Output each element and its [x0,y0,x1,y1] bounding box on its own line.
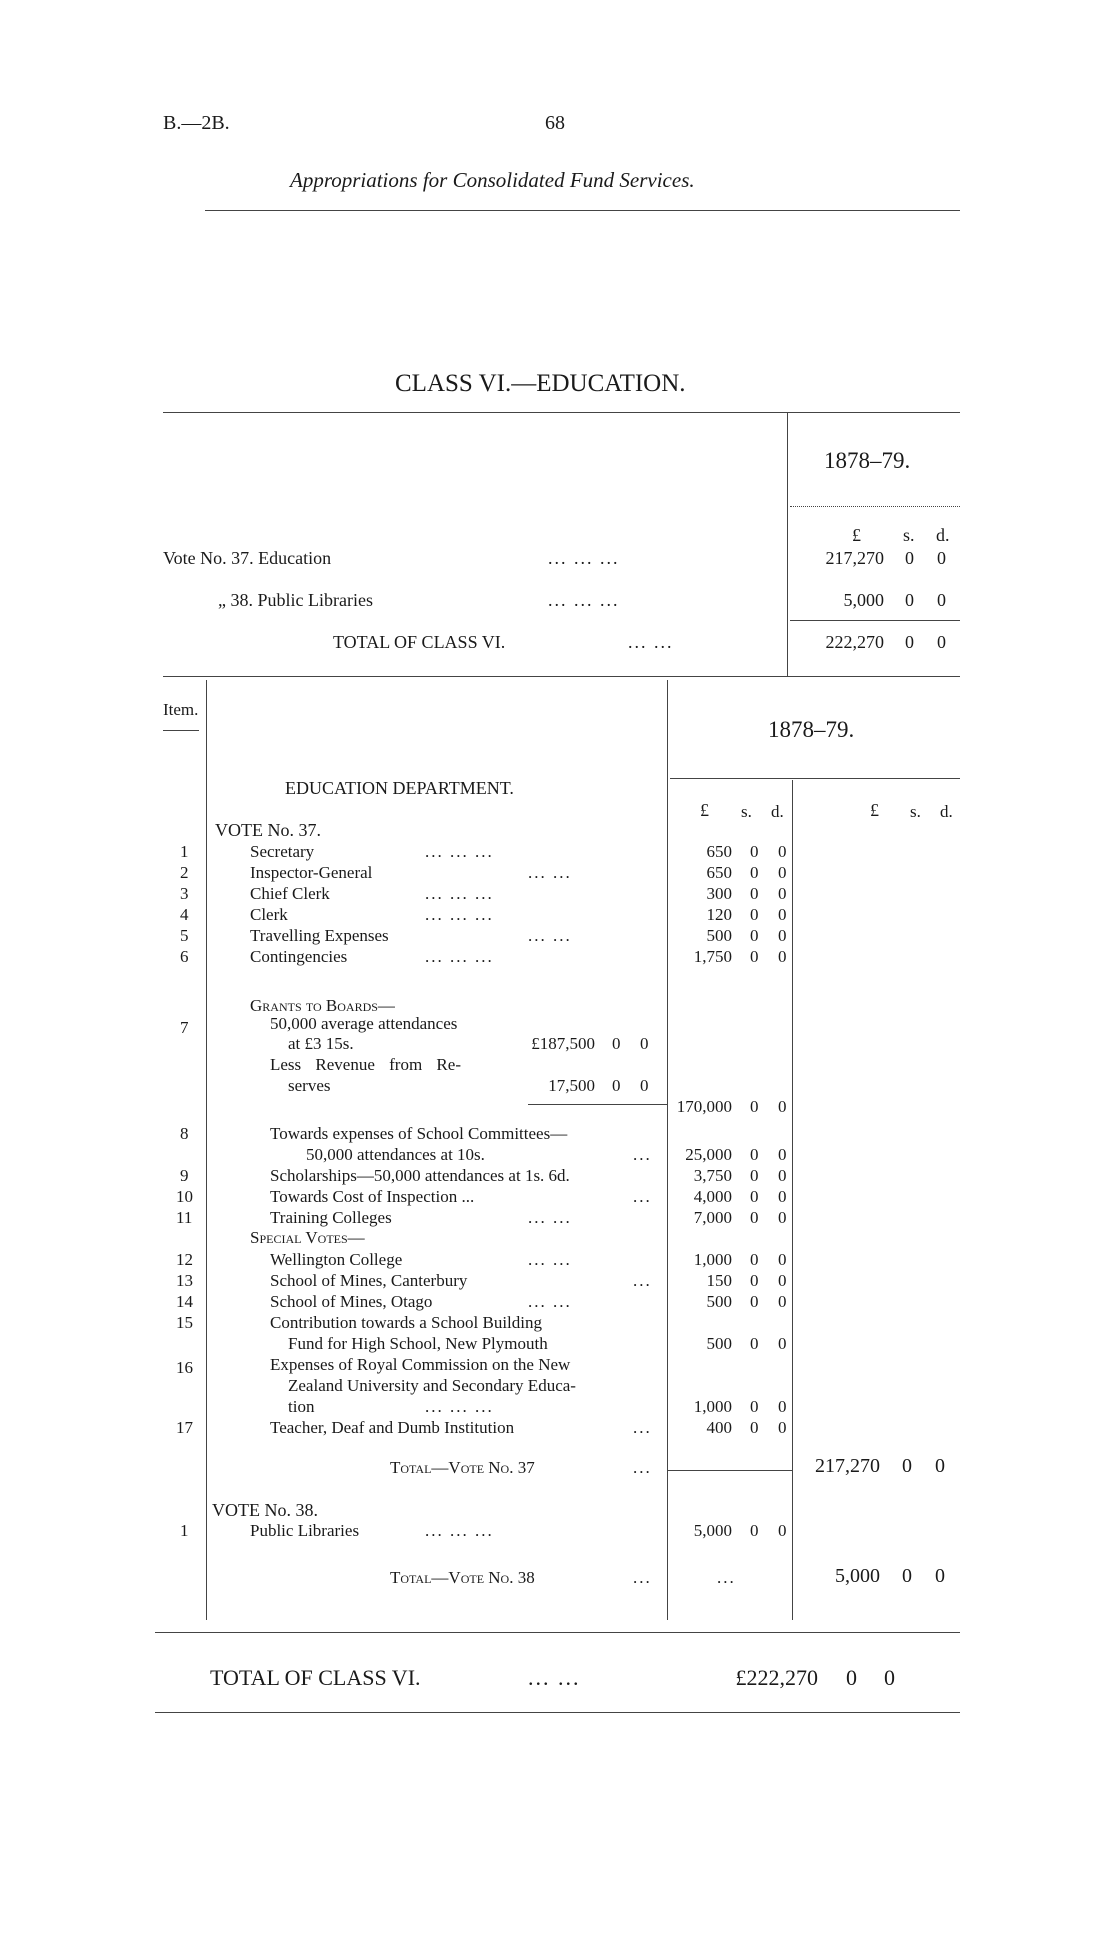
grants-line3: Less Revenue from Re- [270,1055,461,1074]
leader-dots: ... [633,1568,652,1587]
item-number: 4 [180,905,189,924]
item-number: 2 [180,863,189,882]
leader-dots: ... [633,1187,652,1206]
item-label: Contribution towards a School Building [270,1313,542,1332]
total-label: Total—Vote No. 37 [390,1458,535,1477]
amount-col-divider [792,780,793,1620]
amount-d: 0 [778,1397,787,1416]
summary-label: TOTAL OF CLASS VI. [333,632,506,652]
leader-dots: ... [633,1458,652,1477]
leader-dots: ... ... [528,863,572,882]
item-number: 14 [176,1292,193,1311]
col-d-total: d. [940,802,953,821]
item-number: 13 [176,1271,193,1290]
amount-s: 0 [750,1397,759,1416]
leader-dots: ... ... ... [425,1397,494,1416]
item-number: 3 [180,884,189,903]
header-rule [205,210,960,211]
page-subtitle: Appropriations for Consolidated Fund Services. [290,168,695,192]
amount-d: 0 [778,947,787,966]
amount-d: 0 [778,1271,787,1290]
summary-total-rule [790,620,960,621]
amount-pounds: 500 [706,1334,732,1353]
grants-gross-s: 0 [612,1034,621,1053]
amount-pounds: 1,000 [693,1397,732,1416]
item-label-cont: Zealand University and Secondary Educa- [288,1376,576,1395]
item-number: 6 [180,947,189,966]
summary-bottom-rule [163,676,960,677]
item-number: 11 [176,1208,193,1227]
item-label: Towards expenses of School Committees— [270,1124,568,1143]
item-number: 17 [176,1418,193,1437]
leader-dots: ... ... ... [548,548,620,568]
col-s-total: s. [910,802,921,821]
amount-pounds: 3,750 [693,1166,732,1185]
leader-dots: ... [633,1145,652,1164]
amount-s: 0 [750,1334,759,1353]
item-header: Item. [163,700,199,719]
item-label-cont2: tion [288,1397,315,1416]
total-pounds: 217,270 [815,1455,880,1477]
amount-d: 0 [778,1418,787,1437]
amount-s: 0 [750,1187,759,1206]
grants-less-d: 0 [640,1076,649,1095]
amount-s: 0 [750,926,759,945]
amount-d: 0 [778,1334,787,1353]
grants-heading: Grants to Boards— [250,996,395,1015]
leader-dots: ... [633,1271,652,1290]
item-col-divider [206,680,207,1620]
leader-dots: ... ... ... [425,1521,494,1540]
item-label: Teacher, Deaf and Dumb Institution [270,1418,515,1437]
total-d: 0 [935,1565,945,1587]
amount-d: 0 [778,1292,787,1311]
page-number: 68 [545,112,565,134]
item-label: Scholarships—50,000 attendances at 1s. 6d. [270,1166,570,1185]
amount-d: 0 [778,905,787,924]
item-header-rule [163,730,199,731]
item-number: 8 [180,1124,189,1143]
dept-title: EDUCATION DEPARTMENT. [285,778,514,798]
col-s: s. [741,802,752,821]
amount-pounds: 500 [706,926,732,945]
leader-dots: ... ... [528,926,572,945]
amount-d: 0 [778,1187,787,1206]
item-label: Travelling Expenses [250,926,389,945]
grants-line4: serves [288,1076,331,1095]
item-number: 12 [176,1250,193,1269]
grand-total-s: 0 [846,1665,857,1690]
amount-pounds: 650 [706,863,732,882]
leader-dots: ... [633,1418,652,1437]
desc-col-divider [667,680,668,1620]
summary-d: 0 [937,590,946,610]
col-pounds-total: £ [870,800,879,820]
special-votes-heading: Special Votes— [250,1228,365,1247]
item-label: School of Mines, Otago [270,1292,433,1311]
amount-s: 0 [750,1292,759,1311]
leader-dots: ... ... [528,1250,572,1269]
item-label: Towards Cost of Inspection ... [270,1187,475,1206]
item-number: 5 [180,926,189,945]
item-number: 1 [180,1521,189,1540]
item-number: 7 [180,1018,189,1037]
item-label-cont: Fund for High School, New Plymouth [288,1334,548,1353]
summary-d: 0 [937,632,946,652]
amount-s: 0 [750,1166,759,1185]
grants-gross-d: 0 [640,1034,649,1053]
grants-subtotal-rule [528,1104,668,1105]
amount-d: 0 [778,884,787,903]
item-number: 16 [176,1358,193,1377]
total-rule [668,1470,792,1471]
amount-s: 0 [750,1208,759,1227]
summary-col-pounds: £ [852,525,861,545]
summary-s: 0 [905,548,914,568]
amount-d: 0 [778,842,787,861]
amount-pounds: 650 [706,842,732,861]
leader-dots: ... ... [528,1292,572,1311]
summary-pounds: 217,270 [825,548,884,568]
item-label: School of Mines, Canterbury [270,1271,468,1290]
item-label: Secretary [250,842,315,861]
summary-pounds: 5,000 [843,590,884,610]
item-number: 1 [180,842,189,861]
leader-dots: ... ... ... [548,590,620,610]
summary-col-divider [787,412,788,677]
class-title: CLASS VI.—EDUCATION. [395,370,686,397]
summary-s: 0 [905,632,914,652]
total-pounds: 5,000 [835,1565,880,1587]
leader-dots: ... ... ... [425,905,494,924]
amount-pounds: 5,000 [693,1521,732,1540]
leader-dots: ... ... [528,1208,572,1227]
grants-gross-amount: £187,500 [531,1034,595,1053]
amount-pounds: 500 [706,1292,732,1311]
item-label: Expenses of Royal Commission on the New [270,1355,571,1374]
amount-s: 0 [750,1271,759,1290]
summary-year-rule [790,506,960,507]
summary-top-rule [163,412,960,413]
amount-s: 0 [750,1418,759,1437]
amount-pounds: 150 [706,1271,732,1290]
total-s: 0 [902,1455,912,1477]
total-d: 0 [935,1455,945,1477]
leader-dots: ... ... ... [425,947,494,966]
grand-total-bottom-rule [155,1712,960,1713]
placeholder-dots: ... [717,1568,736,1587]
vote38-title: VOTE No. 38. [212,1500,318,1520]
amount-d: 0 [778,1250,787,1269]
leader-dots: ... ... [528,1665,581,1690]
summary-d: 0 [937,548,946,568]
amount-pounds: 120 [706,905,732,924]
grants-line1: 50,000 average attendances [270,1014,458,1033]
grand-total-label: TOTAL OF CLASS VI. [210,1665,421,1690]
summary-label: Vote No. 37. Education [163,548,332,568]
amount-d: 0 [778,926,787,945]
summary-year: 1878–79. [824,448,911,473]
vote37-title: VOTE No. 37. [215,820,321,840]
amount-d: 0 [778,1145,787,1164]
amount-pounds: 300 [706,884,732,903]
amount-pounds: 7,000 [693,1208,732,1227]
amount-s: 0 [750,1250,759,1269]
amount-pounds: 1,750 [693,947,732,966]
amount-s: 0 [750,1097,759,1116]
grand-total-amount: £222,270 [735,1665,818,1690]
leader-dots: ... ... ... [425,842,494,861]
item-label: Training Colleges [270,1208,392,1227]
total-s: 0 [902,1565,912,1587]
amount-d: 0 [778,863,787,882]
summary-s: 0 [905,590,914,610]
amount-pounds: 400 [706,1418,732,1437]
grants-line2: at £3 15s. [288,1034,354,1053]
amount-s: 0 [750,863,759,882]
document-code: B.—2B. [163,112,230,134]
amount-pounds: 1,000 [693,1250,732,1269]
item-number: 15 [176,1313,193,1332]
summary-col-s: s. [903,525,915,545]
summary-col-d: d. [936,525,950,545]
grants-less-s: 0 [612,1076,621,1095]
amount-d: 0 [778,1166,787,1185]
grand-total-d: 0 [884,1665,895,1690]
grand-total-top-rule [155,1632,960,1633]
detail-year: 1878–79. [768,717,855,742]
amount-s: 0 [750,905,759,924]
amount-s: 0 [750,884,759,903]
item-label: Clerk [250,905,288,924]
amount-s: 0 [750,842,759,861]
item-number: 10 [176,1187,193,1206]
item-number: 9 [180,1166,189,1185]
col-pounds: £ [700,800,709,820]
item-label-cont: 50,000 attendances at 10s. [306,1145,485,1164]
total-label: Total—Vote No. 38 [390,1568,535,1587]
leader-dots: ... ... ... [425,884,494,903]
amount-s: 0 [750,1145,759,1164]
amount-s: 0 [750,1521,759,1540]
item-label: Public Libraries [250,1521,360,1540]
amount-pounds: 170,000 [676,1097,732,1116]
amount-d: 0 [778,1208,787,1227]
year-rule [670,778,960,779]
grants-less-amount: 17,500 [548,1076,595,1095]
col-d: d. [771,802,784,821]
item-label: Chief Clerk [250,884,330,903]
amount-s: 0 [750,947,759,966]
item-label: Inspector-General [250,863,373,882]
summary-pounds: 222,270 [825,632,884,652]
item-label: Contingencies [250,947,348,966]
amount-pounds: 25,000 [685,1145,732,1164]
item-label: Wellington College [270,1250,403,1269]
amount-d: 0 [778,1521,787,1540]
amount-pounds: 4,000 [693,1187,732,1206]
summary-label: „ 38. Public Libraries [218,590,373,610]
amount-d: 0 [778,1097,787,1116]
leader-dots: ... ... [628,632,674,652]
